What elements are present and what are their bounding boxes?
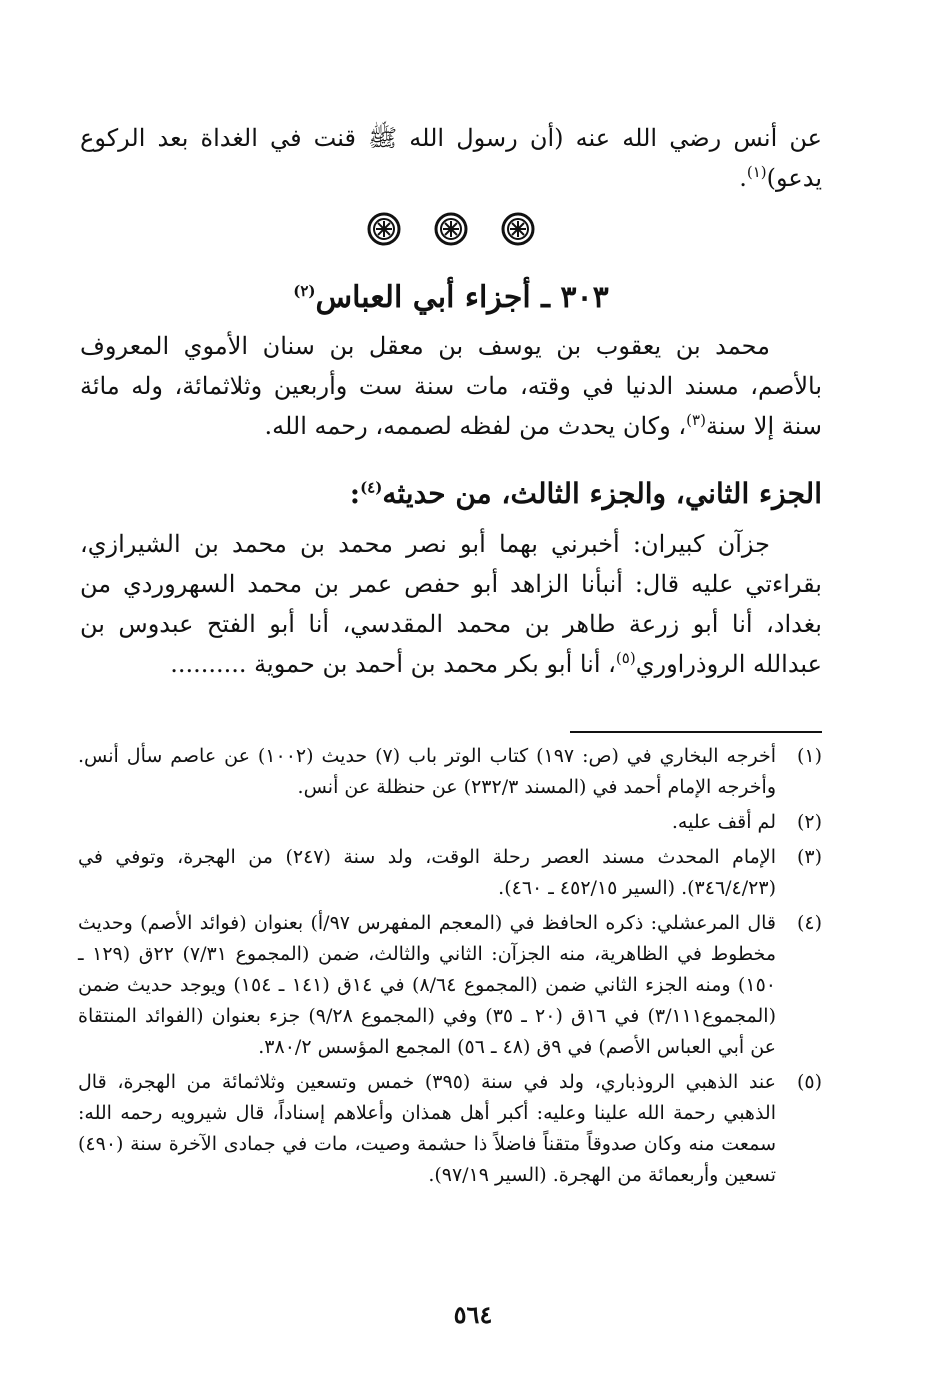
footnote: [78, 741, 822, 803]
footnote: [78, 842, 822, 904]
subsection-title: [80, 472, 822, 516]
footnote-number: (١): [796, 745, 822, 767]
chain-text: جزآن كبيران: أخبرني بهما أبو نصر محمد بن محمد بن الشيرازي، بقراءتي عليه قال: أنبأنا الزاهد أبو حفص عمر بن محمد السهروردي من بغداد، أنا أبو زرعة طاهر بن محمد المقدسي، أنا أبو الفتح عبدوس بن عبدالله الروذراوري: [80, 530, 822, 678]
footnote-text: قال المرعشلي: ذكره الحافظ في (المعجم المفهرس ٩٧/أ) بعنوان (فوائد الأصم) وحديث مخطوط في الظاهرية، منه الجزآن: الثاني والثالث، ضمن (المجموع ٧/٣١) ٢٢ق (١٢٩ ـ ١٥٠) ومنه الجزء الثاني ضمن (المجموع ٨/٦٤) في ١٤ق (١٤١ ـ ١٥٤) ويوجد حديث ضمن (المجموع٣/١١١) في ١٦ق (٢٠ ـ ٣٥) وفي (المجموع ٩/٢٨) جزء بعنوان (الفوائد المنتقاة عن أبي العباس الأصم) في ٩ق (٤٨ ـ ٥٦) المجمع المؤسس ٣٨٠/٢.: [78, 912, 777, 1058]
footnote-text: الإمام المحدث مسند العصر رحلة الوقت، ولد سنة (٢٤٧) من الهجرة، وتوفي في (٣٤٦/٤/٢٣). (السير ٤٥٢/١٥ ـ ٤٦٠).: [78, 846, 776, 899]
footnote-text: لم أقف عليه.: [671, 811, 776, 833]
section-title-text: ٣٠٣ ـ أجزاء أبي العباس: [315, 280, 609, 315]
footnote: [78, 1067, 822, 1191]
subsection-title-text: الجزء الثاني، والجزء الثالث، من حديثه: [382, 477, 822, 510]
footnote-number: (٢): [796, 811, 822, 833]
bio-text-end: ، وكان يحدث من لفظه لصممه، رحمه الله.: [264, 412, 687, 440]
footnote-ref[interactable]: (٣): [686, 411, 706, 429]
main-text: [80, 118, 822, 684]
footnote-text: أخرجه البخاري في (ص: ١٩٧) كتاب الوتر باب (٧) حديث (١٠٠٢) عن عاصم سأل أنس. وأخرجه الإمام أحمد في (المسند ٢٣٢/٣) عن حنظلة عن أنس.: [78, 745, 776, 798]
footnote-ref[interactable]: (١): [746, 163, 767, 181]
footnote-number: (٣): [796, 846, 822, 868]
ornament-icon: [367, 212, 401, 246]
subsection-title-end: :: [349, 477, 361, 510]
footnote-ref[interactable]: (٢): [293, 282, 316, 300]
intro-text: عن أنس رضي الله عنه (أن رسول الله ﷺ قنت في الغداة بعد الركوع يدعو): [80, 124, 822, 192]
chain-paragraph: [80, 524, 822, 684]
footnote-divider: [570, 731, 822, 733]
page-number: ٥٦٤: [453, 1300, 493, 1329]
bio-paragraph: [80, 326, 822, 446]
footnotes: [78, 741, 822, 1195]
footnote: [78, 807, 822, 838]
footnote-text: عند الذهبي الروذباري، ولد في سنة (٣٩٥) خمس وتسعين وثلاثمائة من الهجرة، قال الذهبي رحمة الله علينا وعليه: أكبر أهل همذان وأعلاهم إسناداً، قال شيرويه رحمه الله: سمعت منه وكان صدوقاً متقناً فاضلاً ذا حشمة وصيت، مات في جمادى الآخرة سنة (٤٩٠) تسعين وأربعمائة من الهجرة. (السير ٩٧/١٩).: [78, 1071, 776, 1186]
footnote-ref[interactable]: (٤): [360, 478, 383, 497]
intro-end: .: [739, 164, 747, 192]
ornament-icon: [434, 212, 468, 246]
ornament-divider: [80, 212, 822, 252]
chain-text-end: ، أنا أبو بكر محمد بن أحمد بن حموية ..........: [170, 650, 616, 678]
bio-text: محمد بن يعقوب بن يوسف بن معقل بن سنان الأموي المعروف بالأصم، مسند الدنيا في وقته، مات سنة ست وأربعين وثلاثمائة، وله مائة سنة إلا سنة: [80, 332, 822, 440]
intro-paragraph: [80, 118, 822, 198]
footnote-ref[interactable]: (٥): [615, 649, 636, 667]
section-title: [80, 276, 822, 320]
ornament-icon: [501, 212, 535, 246]
footnote-number: (٥): [796, 1071, 822, 1093]
footnote: [78, 908, 822, 1063]
footnote-number: (٤): [796, 912, 822, 934]
